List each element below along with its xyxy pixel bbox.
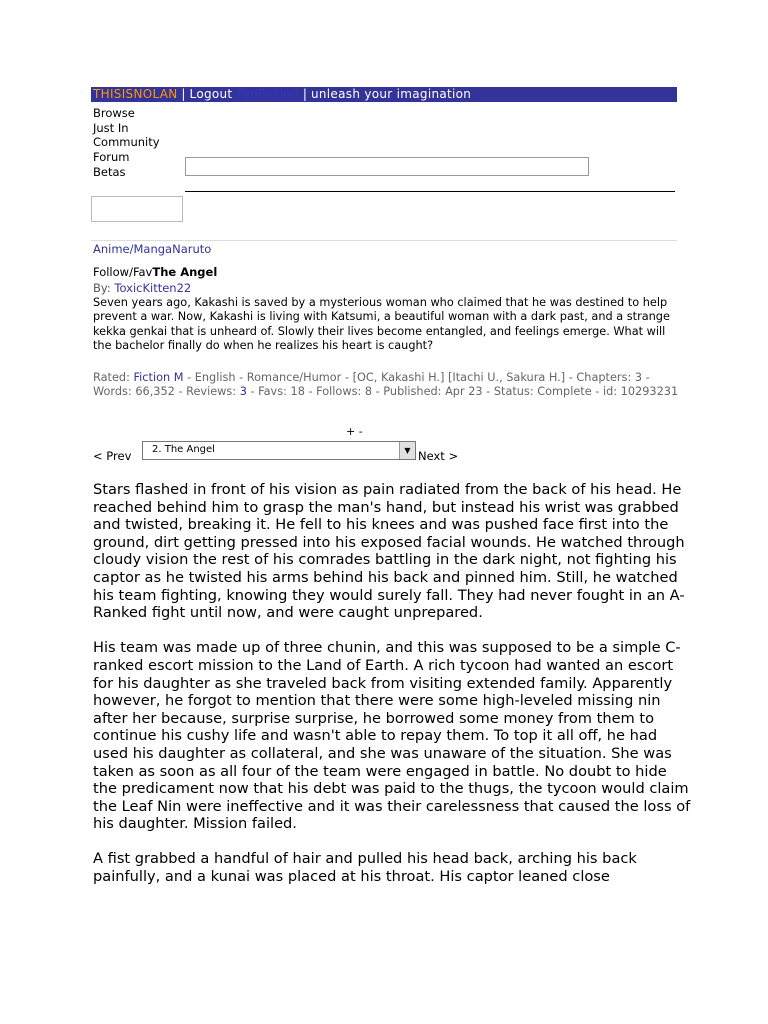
meta-text: - English - Romance/Humor - [OC, Kakashi H.] [Itachi U., Sakura H.] - Chapters: 3 - Words: 66,352 - Reviews: [93, 371, 650, 399]
story-summary: Seven years ago, Kakashi is saved by a mysterious woman who claimed that he was destined to help prevent a war. Now, Kakashi is living with Katsumi, a beautiful woman with a dark past, and a strange kekka genkai that is unheard of. Slowly their lives become entangled, and feelings emerge. What will the bachelor finally do when he realizes his heart is caught? [93, 296, 670, 352]
empty-box [91, 196, 183, 222]
divider [91, 240, 677, 241]
divider [185, 191, 675, 192]
top-bar [91, 87, 677, 102]
separator: | [181, 87, 186, 101]
nav-forum[interactable]: Forum [93, 150, 130, 165]
author-line [93, 281, 191, 295]
brand-logo[interactable]: FanFiction [236, 87, 299, 101]
reviews-link[interactable]: 3 [239, 385, 247, 399]
text-size-controls[interactable]: + - [346, 425, 363, 438]
story-meta [93, 371, 683, 400]
paragraph: His team was made up of three chunin, and this was supposed to be a simple C-ranked escort mission to the Land of Earth. A rich tycoon had wanted an escort for his daughter as she traveled back from visiting extended family. Apparently however, he forgot to mention that there were some high-leveled missing nin after her because, surprise surprise, he borrowed some money from them to continue his cushy life and wasn't able to repay them. To top it all off, he had used his daughter as collateral, and she was unaware of the situation. She was taken as soon as all four of the team were engaged in battle. No doubt to hide the predicament now that his debt was paid to the thugs, the tycoon would claim the Leaf Nin were ineffective and it was their carelessness that caused the loss of his daughter. Mission failed. [93, 639, 691, 833]
chapter-select[interactable] [142, 441, 416, 460]
story-header [93, 265, 217, 279]
author-link[interactable]: ToxicKitten22 [114, 281, 192, 295]
tagline: unleash your imagination [310, 87, 472, 101]
nav-browse[interactable]: Browse [93, 106, 135, 120]
paragraph: Stars flashed in front of his vision as pain radiated from the back of his head. He reached behind him to grasp the man's hand, but instead his wrist was grabbed and twisted, breaking it. He fell to his knees and was pushed face first into the ground, dirt getting pressed into his exposed facial wounds. He watched through cloudy vision the rest of his comrades battling in the dark night, not fighting his captor as he twisted his arms behind his back and pinned him. Still, he watched his team fighting, knowing they would surely fall. They had never fought in an A-Ranked fight until now, and were caught unprepared. [93, 481, 685, 622]
main-nav [93, 106, 160, 180]
logout-link[interactable]: Logout [189, 87, 233, 101]
search-input[interactable] [185, 157, 589, 176]
nav-betas[interactable]: Betas [93, 164, 126, 179]
breadcrumb[interactable]: Anime/MangaNaruto [93, 242, 212, 256]
prev-button[interactable]: < Prev [93, 449, 132, 463]
by-label: By: [93, 281, 111, 295]
separator: | [302, 87, 308, 101]
follow-fav-button[interactable]: Follow/Fav [93, 265, 153, 279]
meta-text: - Favs: 18 - Follows: 8 - Published: Apr 23 - Status: Complete - id: 10293231 [246, 385, 679, 399]
chapter-select-value: 2. The Angel [152, 444, 215, 455]
rated-label: Rated: [93, 371, 130, 384]
chapter-text [93, 481, 693, 903]
rating-link[interactable]: Fiction M [133, 371, 184, 384]
nav-just-in[interactable]: Just In [93, 120, 129, 135]
paragraph: A fist grabbed a handful of hair and pulled his head back, arching his back painfully, and a kunai was placed at his throat. His captor leaned close [93, 850, 637, 886]
nav-community[interactable]: Community [93, 135, 160, 150]
username-link[interactable]: THISISNOLAN [93, 87, 178, 101]
dropdown-arrow-icon[interactable]: ▼ [399, 442, 415, 459]
story-title: The Angel [152, 265, 218, 279]
next-button[interactable]: Next > [418, 449, 459, 463]
